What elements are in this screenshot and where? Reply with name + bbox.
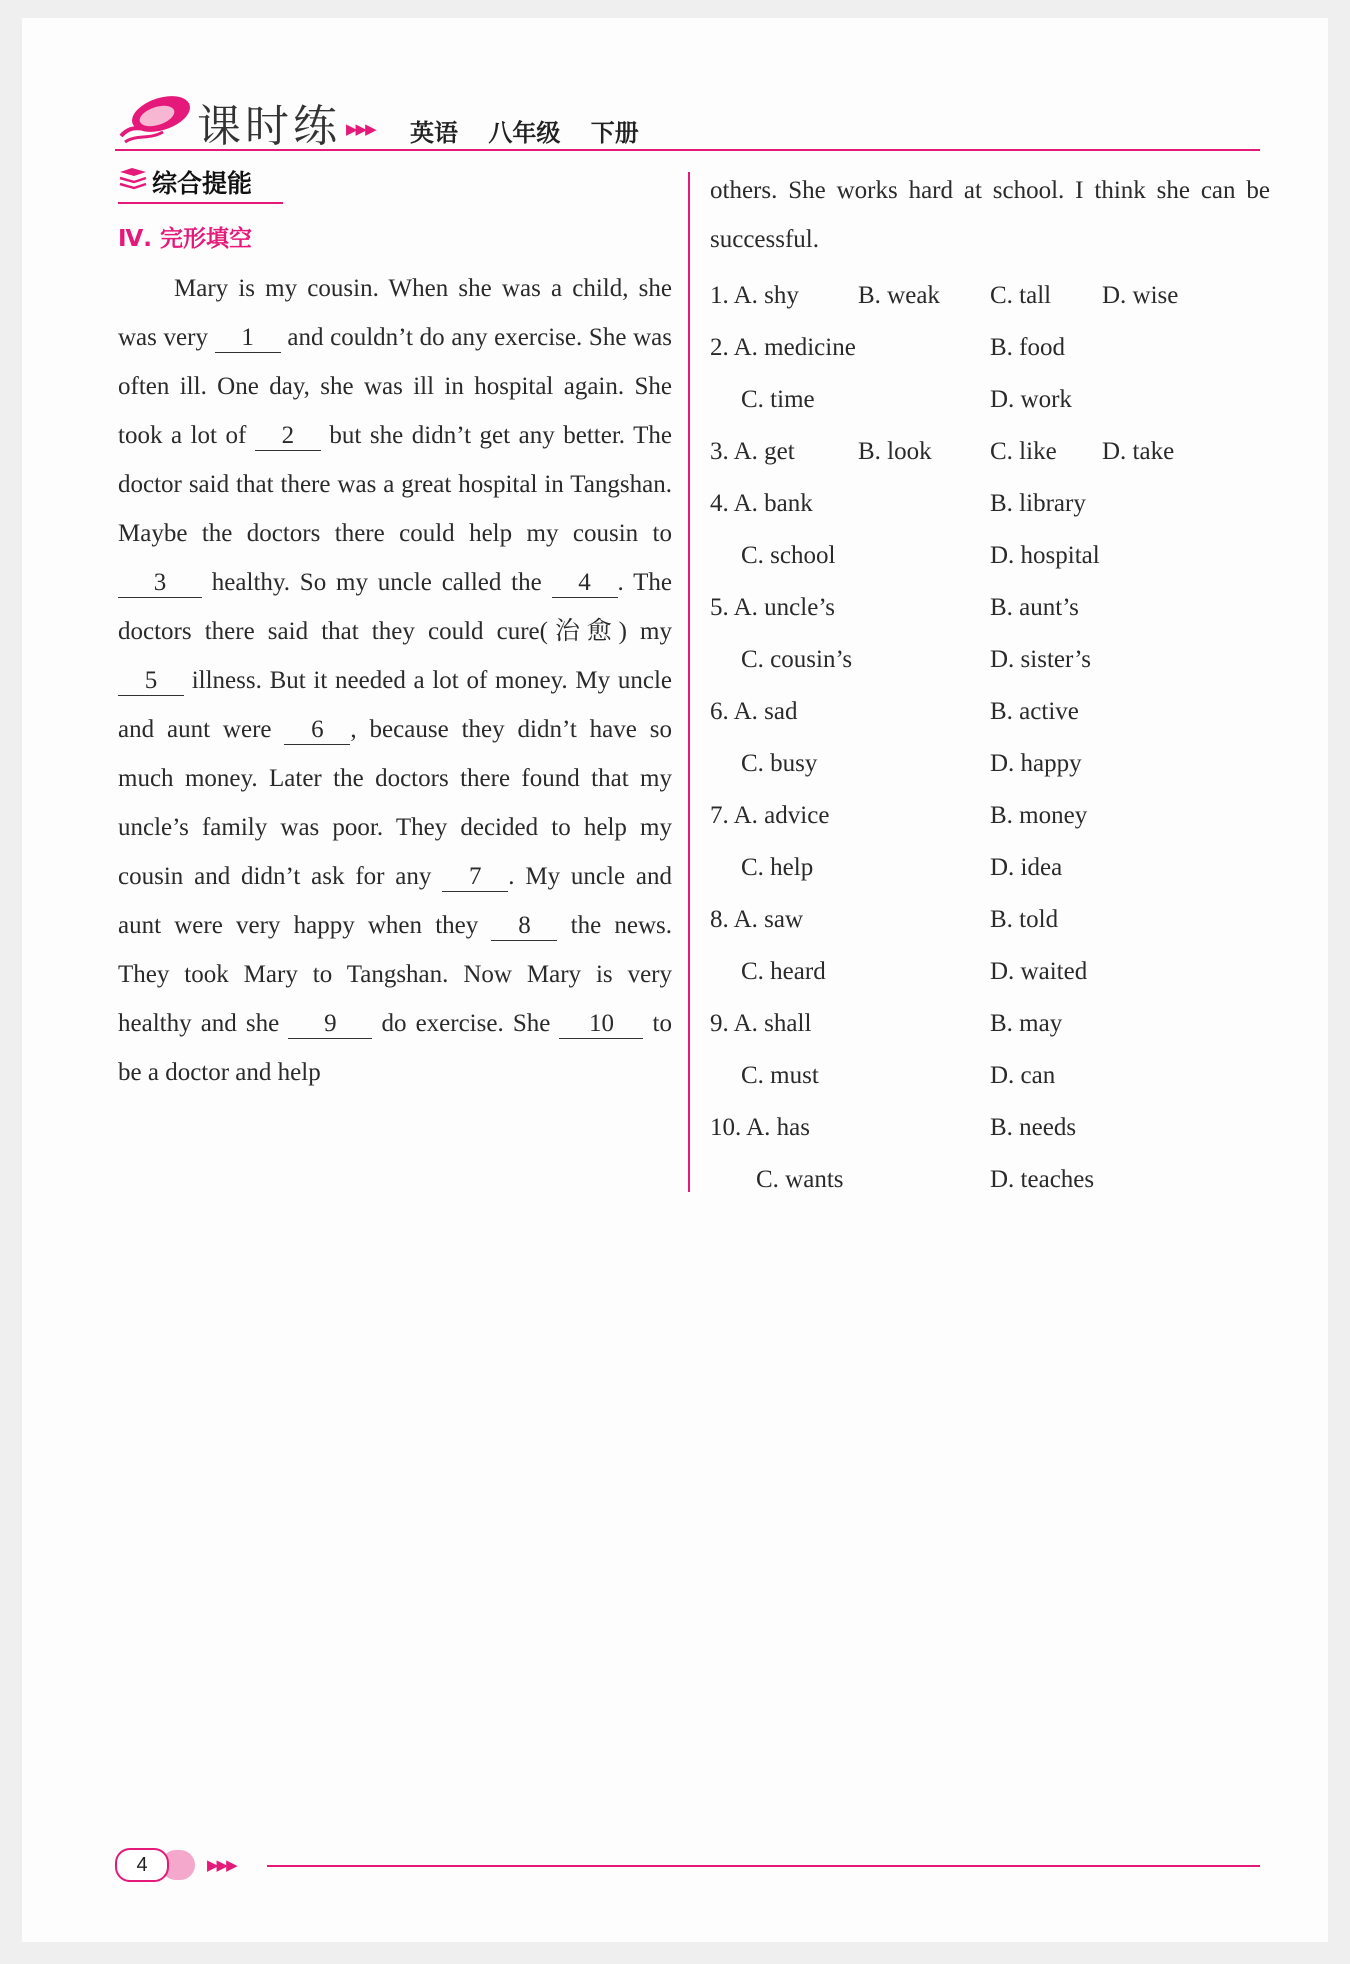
page-header	[115, 88, 1260, 154]
column-divider	[688, 172, 690, 1192]
section-underline	[118, 202, 283, 204]
question-row: 2. A. medicine B. food	[710, 334, 1065, 361]
blank-5: 5	[118, 667, 184, 696]
blank-7: 7	[442, 863, 508, 892]
question-row: C. time D. work	[741, 386, 1072, 413]
question-row: C. heard D. waited	[741, 958, 1088, 985]
part-title: Ⅳ. 完形填空	[118, 226, 253, 252]
blank-1: 1	[215, 324, 281, 353]
blank-2: 2	[255, 422, 321, 451]
section-title	[118, 160, 672, 204]
footer-rule	[267, 1865, 1260, 1867]
question-row: C. help D. idea	[741, 854, 1063, 881]
page-footer	[115, 1846, 1260, 1886]
question-row: 4. A. bank B. library	[710, 490, 1086, 517]
blank-10: 10	[559, 1010, 643, 1039]
question-row: 6. A. sad B. active	[710, 698, 1079, 725]
subject-label: 英语	[410, 119, 458, 147]
question-row: 3. A. get B. look C. like D. take	[710, 438, 1175, 465]
blank-6: 6	[284, 716, 350, 745]
blank-9: 9	[288, 1010, 372, 1039]
brand-title: 课时练	[197, 101, 341, 152]
blank-4: 4	[552, 569, 618, 598]
passage-continuation: others. She works hard at school. I think she can be successful.	[710, 177, 1270, 253]
question-row: 10. A. has B. needs	[710, 1114, 1077, 1141]
cloze-passage: Mary is my cousin. When she was a child, she was very 1 and couldn’t do any exercise. She was often ill. One day, she was ill in hospital again. She took a lot of 2 but she didn’t get any better. The doctor said that there was a great hospital in Tangshan. Maybe the doctors there could help my cousin to 3 healthy. So my uncle called the 4 . The doctors there said that they could cure(治愈) my 5 illness. But it needed a lot of money. My uncle and aunt were 6 , because they didn’t have so much money. Later the doctors there found that my uncle’s family was poor. They decided to help my cousin and didn’t ask for any 7 . My uncle and aunt were very happy when they 8 the news. They took Mary to Tangshan. Now Mary is very healthy and she 9 do exercise. She 10 to be a doctor and help	[118, 275, 672, 1086]
question-row: C. wants D. teaches	[756, 1166, 1095, 1193]
arrows-icon: ▶▶▶	[346, 122, 375, 138]
question-row: 5. A. uncle’s B. aunt’s	[710, 594, 1079, 621]
section-title-text: 综合提能	[152, 169, 253, 198]
question-list	[710, 270, 1270, 1206]
question-row: 1. A. shy B. weak C. tall D. wise	[710, 282, 1179, 309]
volume-label: 下册	[590, 119, 639, 147]
question-row: C. cousin’s D. sister’s	[741, 646, 1091, 673]
question-row: 8. A. saw B. told	[710, 906, 1059, 933]
book-stack-icon	[118, 166, 148, 192]
right-column	[710, 160, 1270, 1206]
page-number: 4	[115, 1848, 169, 1882]
left-column	[118, 160, 672, 1097]
question-row: C. busy D. happy	[741, 750, 1082, 777]
header-meta	[410, 113, 661, 148]
heart-logo-icon	[115, 92, 197, 148]
grade-label: 八年级	[488, 119, 561, 147]
arrows-icon: ▶▶▶	[207, 1858, 236, 1874]
question-row: C. must D. can	[741, 1062, 1056, 1089]
question-row: 7. A. advice B. money	[710, 802, 1088, 829]
question-row: C. school D. hospital	[741, 542, 1100, 569]
header-rule	[115, 149, 1260, 151]
blank-8: 8	[491, 912, 557, 941]
question-row: 9. A. shall B. may	[710, 1010, 1063, 1037]
blank-3: 3	[118, 569, 202, 598]
